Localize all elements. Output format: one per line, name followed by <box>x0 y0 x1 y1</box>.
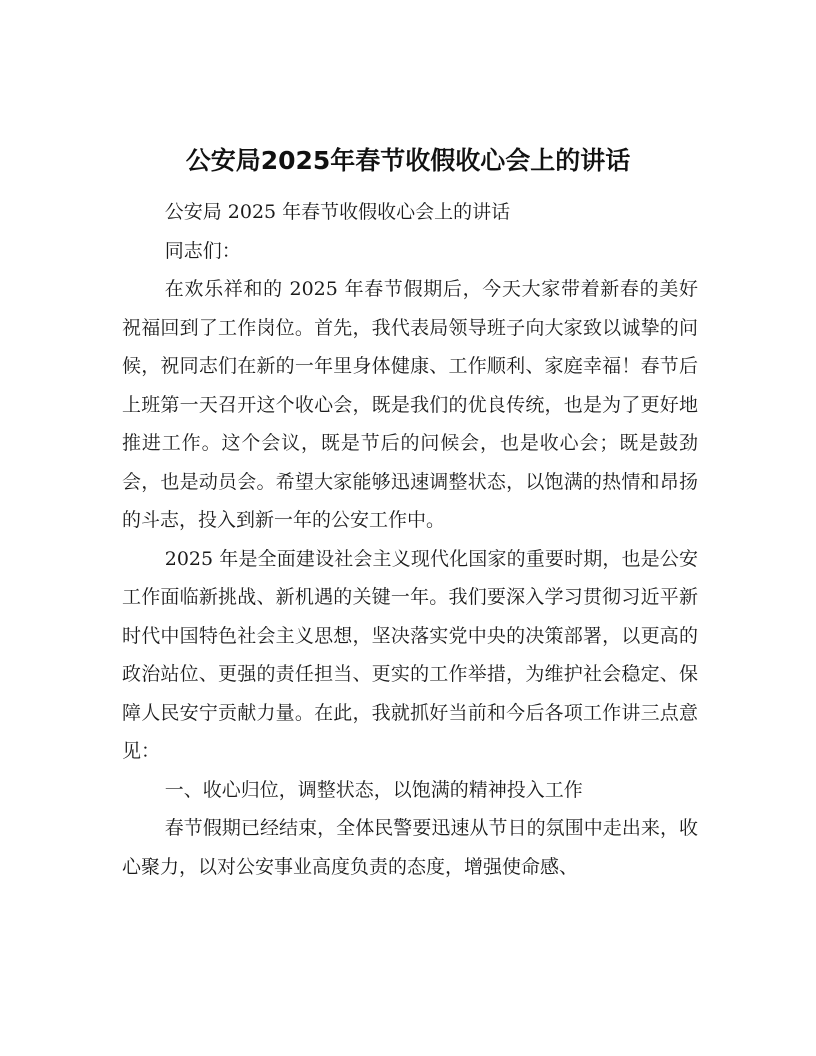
section-heading-1: 一、收心归位，调整状态，以饱满的精神投入工作 <box>164 778 583 801</box>
document-title: 公安局2025年春节收假收心会上的讲话 <box>185 146 631 175</box>
salutation: 同志们： <box>164 239 241 262</box>
paragraph-2: 2025 年是全面建设社会主义现代化国家的重要时期，也是公安工作面临新挑战、新机遇的关键一年。我们要深入学习贯彻习近平新时代中国特色社会主义思想，坚决落实党中央的决策部署，以更高的政治站位、更强的责任担当、更实的工作举措，为维护社会稳定、保障人民安宁贡献力量。在此，我就抓好当前和今后各项工作讲三点意见： <box>122 547 698 762</box>
section-1-paragraph: 春节假期已经结束，全体民警要迅速从节日的氛围中走出来，收心聚力，以对公安事业高度负责的态度，增强使命感、 <box>122 817 698 878</box>
paragraph-1: 在欢乐祥和的 2025 年春节假期后，今天大家带着新春的美好祝福回到了工作岗位。首先，我代表局领导班子向大家致以诚挚的问候，祝同志们在新的一年里身体健康、工作顺利、家庭幸福！春节后上班第一天召开这个收心会，既是我们的优良传统，也是为了更好地推进工作。这个会议，既是节后的问候会，也是收心会；既是鼓劲会，也是动员会。希望大家能够迅速调整状态，以饱满的热情和昂扬的斗志，投入到新一年的公安工作中。 <box>122 278 698 531</box>
document-body <box>122 193 698 886</box>
document-subtitle: 公安局 2025 年春节收假收心会上的讲话 <box>164 201 511 223</box>
